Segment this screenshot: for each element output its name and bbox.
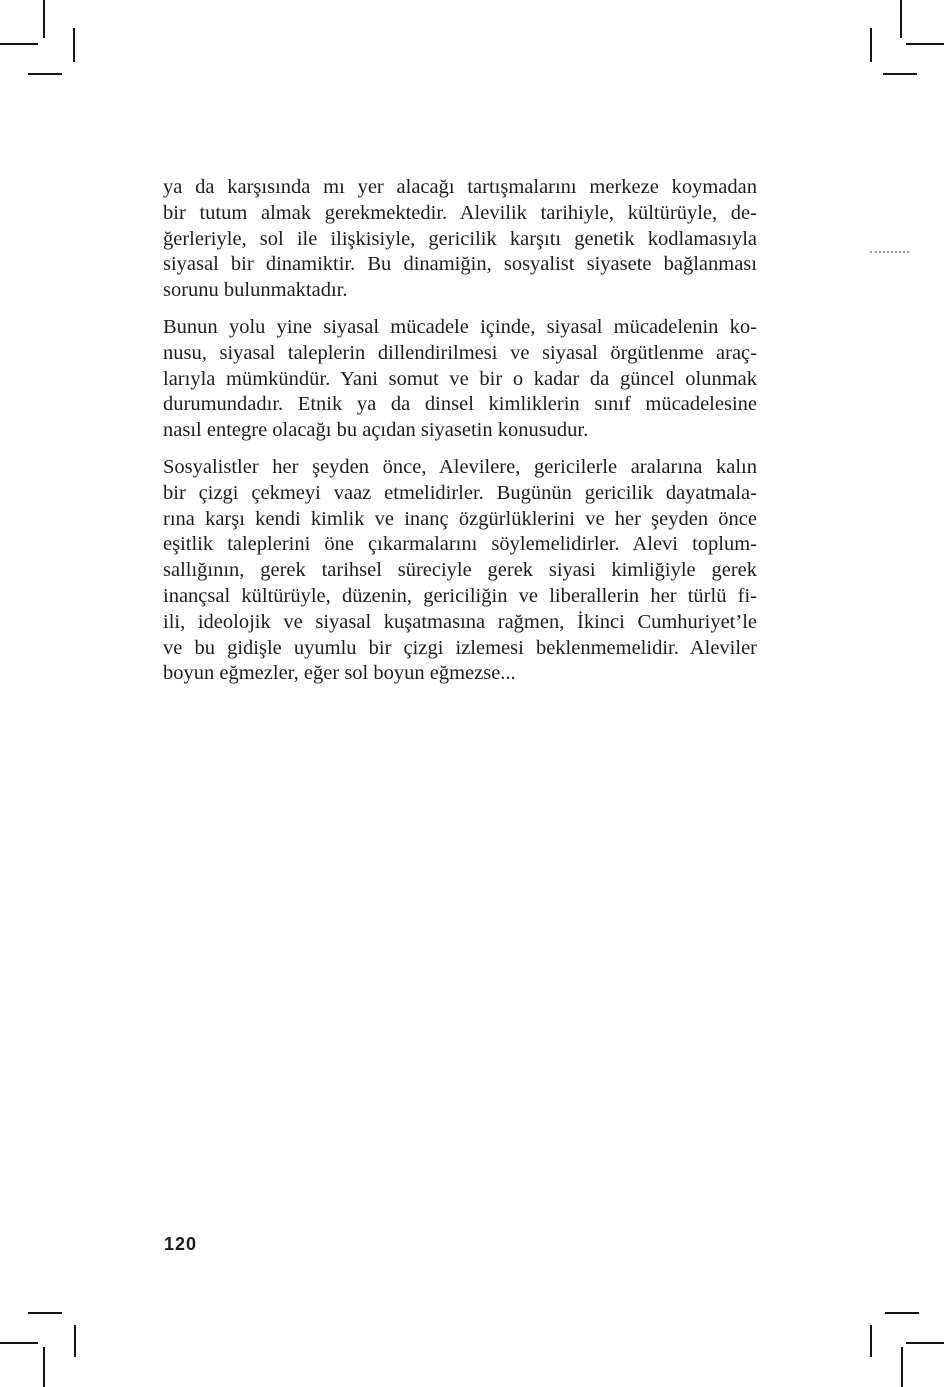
crop-mark-top-left-vertical [43,0,45,38]
bleed-mark-bottom-left-horizontal [28,1312,62,1314]
crop-mark-bottom-right-horizontal [906,1342,944,1344]
paragraph [163,175,757,304]
crop-mark-top-right-horizontal [906,43,944,45]
bleed-mark-bottom-left-vertical [74,1325,76,1357]
text-line: ve bu gidişle uyumlu bir çizgi izlemesi beklenmemelidir. Aleviler [163,636,757,659]
crop-mark-bottom-left-horizontal [0,1342,38,1344]
crop-mark-top-right-vertical [900,0,902,38]
bleed-mark-bottom-right-vertical [870,1325,872,1357]
text-line: larıyla mümkündür. Yani somut ve bir o kadar da güncel olunmak [163,367,757,390]
text-line: Sosyalistler her şeyden önce, Alevilere, gericilerle aralarına kalın [163,455,757,478]
bleed-mark-top-right-horizontal [883,73,917,75]
page-number: 120 [164,1234,198,1254]
text-line: ili, ideolojik ve siyasal kuşatmasına rağmen, İkinci Cumhuriyet’le [163,610,757,633]
text-line: Bunun yolu yine siyasal mücadele içinde, siyasal mücadelenin ko- [163,315,757,338]
text-line: eşitlik taleplerini öne çıkarmalarını söylemelidirler. Alevi toplum- [163,533,757,556]
text-line: rına karşı kendi kimlik ve inanç özgürlüklerini ve her şeyden önce [163,507,757,530]
bleed-mark-bottom-right-horizontal [885,1312,919,1314]
crop-mark-bottom-left-vertical [43,1347,45,1387]
text-line: sorunu bulunmaktadır. [163,279,348,302]
text-block [163,175,757,687]
text-line: durumundadır. Etnik ya da dinsel kimliklerin sınıf mücadelesine [163,393,757,416]
text-line: bir çizgi çekmeyi vaaz etmelidirler. Bugünün gericilik dayatmala- [163,481,757,504]
text-line: nusu, siyasal taleplerin dillendirilmesi ve siyasal örgütlenme araç- [163,341,757,364]
text-line: siyasal bir dinamiktir. Bu dinamiğin, sosyalist siyasete bağlanması [163,253,757,276]
text-line: ya da karşısında mı yer alacağı tartışmalarını merkeze koymadan [163,176,757,198]
text-line: nasıl entegre olacağı bu açıdan siyasetin konusudur. [163,419,589,442]
crop-mark-top-left-horizontal [0,43,38,45]
paragraph [163,455,757,687]
bleed-mark-top-left-horizontal [28,73,62,75]
text-line: inançsal kültürüyle, düzenin, gericiliğin ve liberallerin her türlü fi- [163,584,757,607]
text-line: bir tutum almak gerekmektedir. Alevilik tarihiyle, kültürüyle, de- [163,201,757,224]
bleed-mark-top-left-vertical [73,28,75,62]
text-line: boyun eğmezler, eğer sol boyun eğmezse... [163,662,516,685]
crop-mark-bottom-right-vertical [901,1347,903,1387]
bleed-mark-top-right-vertical [870,28,872,62]
text-line: sallığının, gerek tarihsel süreciyle gerek siyasi kimliğiyle gerek [163,559,757,582]
registration-dots-mark [870,251,909,253]
text-line: ğerleriyle, sol ile ilişkisiyle, gericilik karşıtı genetik kodlamasıyla [163,227,757,250]
paragraph [163,315,757,444]
